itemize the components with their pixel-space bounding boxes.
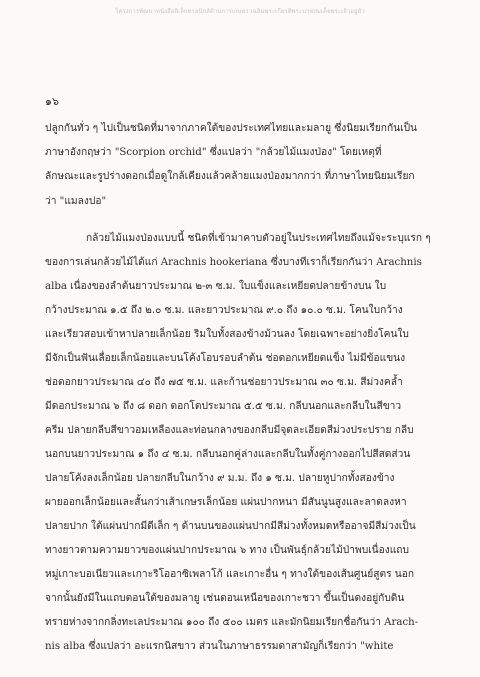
text-line: ปลายปาก ใต้แผ่นปากมีดีเล็ก ๆ ด้านบนของแผ่นปากมีสีม่วงทั้งหมดหรืออาจมีสีม่วงเป็น [45,521,416,532]
text-line: ภาษาอังกฤษว่า "Scorpion orchid" ซึ่งแปลว่า "กล้วยไม้แมงป่อง" โดยเหตุที่ [45,147,382,158]
text-line: ปลายโค้งลงเล็กน้อย ปลายกลีบในกว้าง ๙ ม.ม. ถึง ๑ ซ.ม. ปลายหูปากทั้งสองข้าง [45,473,395,484]
text-line: ครีม ปลายกลีบสีขาวอมเหลืองและท่อนกลางของกลีบมีจุดละเอียดสีม่วงประปราย กลีบ [45,425,414,436]
text-line: จากนั้นยังมีในแถบตอนใต้ของมลายู เช่นดอนเหนือของเกาะชวา ขึ้นเป็นดงอยู่กับดิน [45,593,405,604]
text-line: และเรียวสอบเข้าหาปลายเล็กน้อย ริมใบทั้งสองข้างม้วนลง โดยเฉพาะอย่างยิ่งโคนใบ [45,329,409,340]
text-line: มีจักเป็นฟันเลื่อยเล็กน้อยและบนโค้งโอบรอบลำต้น ช่อดอกเหยียดแข็ง ไม่มีข้อแขนง [45,353,406,364]
text-line: กว้างประมาณ ๑.๕ ถึง ๒.๐ ซ.ม. และยาวประมาณ ๙.๐ ถึง ๑๐.๐ ซ.ม. โคนใบกว้าง [45,305,403,316]
text-line: ลักษณะและรูปร่างดอกเมื่อดูใกล้เคียงแล้วคล้ายแมงป่องมากกว่า ที่ภาษาไทยนิยมเรียก [45,171,415,182]
text-line: นอกบนยาวประมาณ ๑ ถึง ๔ ซ.ม. กลีบนอกคู่ล่างและกลีบในทั้งคู่กางออกไปสีสดส่วน [45,449,411,460]
text-line: มีดอกประมาณ ๖ ถึง ๘ ดอก ดอกโตประมาณ ๕.๕ ซ.ม. กลีบนอกและกลีบในสีขาว [45,401,402,412]
text-line: ทางยาวตามความยาวของแผ่นปากประมาณ ๖ ทาง เป็นพันธุ์กล้วยไม้ป่าพบเนื่องแถบ [45,545,409,556]
text-line: ทรายห่างจากกลิ่งทะเลประมาณ ๑๐๐ ถึง ๕๐๐ เมตร และมักนิยมเรียกชื่อกันว่า Arach- [45,617,419,628]
text-line: หมู่เกาะบอเนียวและเกาะริโออาซิเพลาโก้ และเกาะอื่น ๆ ทางใต้ของเส้นศูนย์สูตร นอก [45,569,415,580]
text-line: ผายออกเล็กน้อยและสั้นกว่าเส้าเกษรเล็กน้อย แผ่นปากหนา มีสันนูนสูงและลาดลงหา [45,497,407,508]
text-line: ช่อดอกยาวประมาณ ๔๐ ถึง ๗๕ ซ.ม. และก้านช่อยาวประมาณ ๓๐ ซ.ม. สีม่วงคล้ำ [45,377,403,388]
text-line: nis alba ซึ่งแปลว่า อะแรกนิสขาว ส่วนในภาษาธรรมดาสามัญก็เรียกว่า "white [45,641,394,652]
watermark-header: โครงการพัฒนาหนังสืออิเล็กทรอนิกส์ด้านการเกษตร เฉลิมพระเกียรติพระบาทสมเด็จพระเจ้าอยู่หัว [115,9,365,15]
text-line: ของการเล่นกล้วยไม้ได้แก่ Arachnis hookeriana ซึ่งบางทีเราก็เรียกกันว่า Arachnis [45,257,422,268]
text-line: ปลูกกันทั่ว ๆ ไปเป็นชนิดที่มาจากภาคใต้ของประเทศไทยและมลายู ซึ่งนิยมเรียกกันเป็น [45,123,418,134]
text-line: alba เนื่องของลำต้นยาวประมาณ ๒-๓ ซ.ม. ใบแข็งและเหยียดปลายข้างบน ใบ [45,281,387,292]
text-line: กล้วยไม้แมงป่องแบบนี้ ชนิดที่เข้ามาคาบตัวอยู่ในประเทศไทยถึงแม้จะระบุแรก ๆ [86,233,431,244]
text-line: ว่า "แมลงปอ" [45,196,107,207]
page-number: ๑๖ [45,95,59,108]
